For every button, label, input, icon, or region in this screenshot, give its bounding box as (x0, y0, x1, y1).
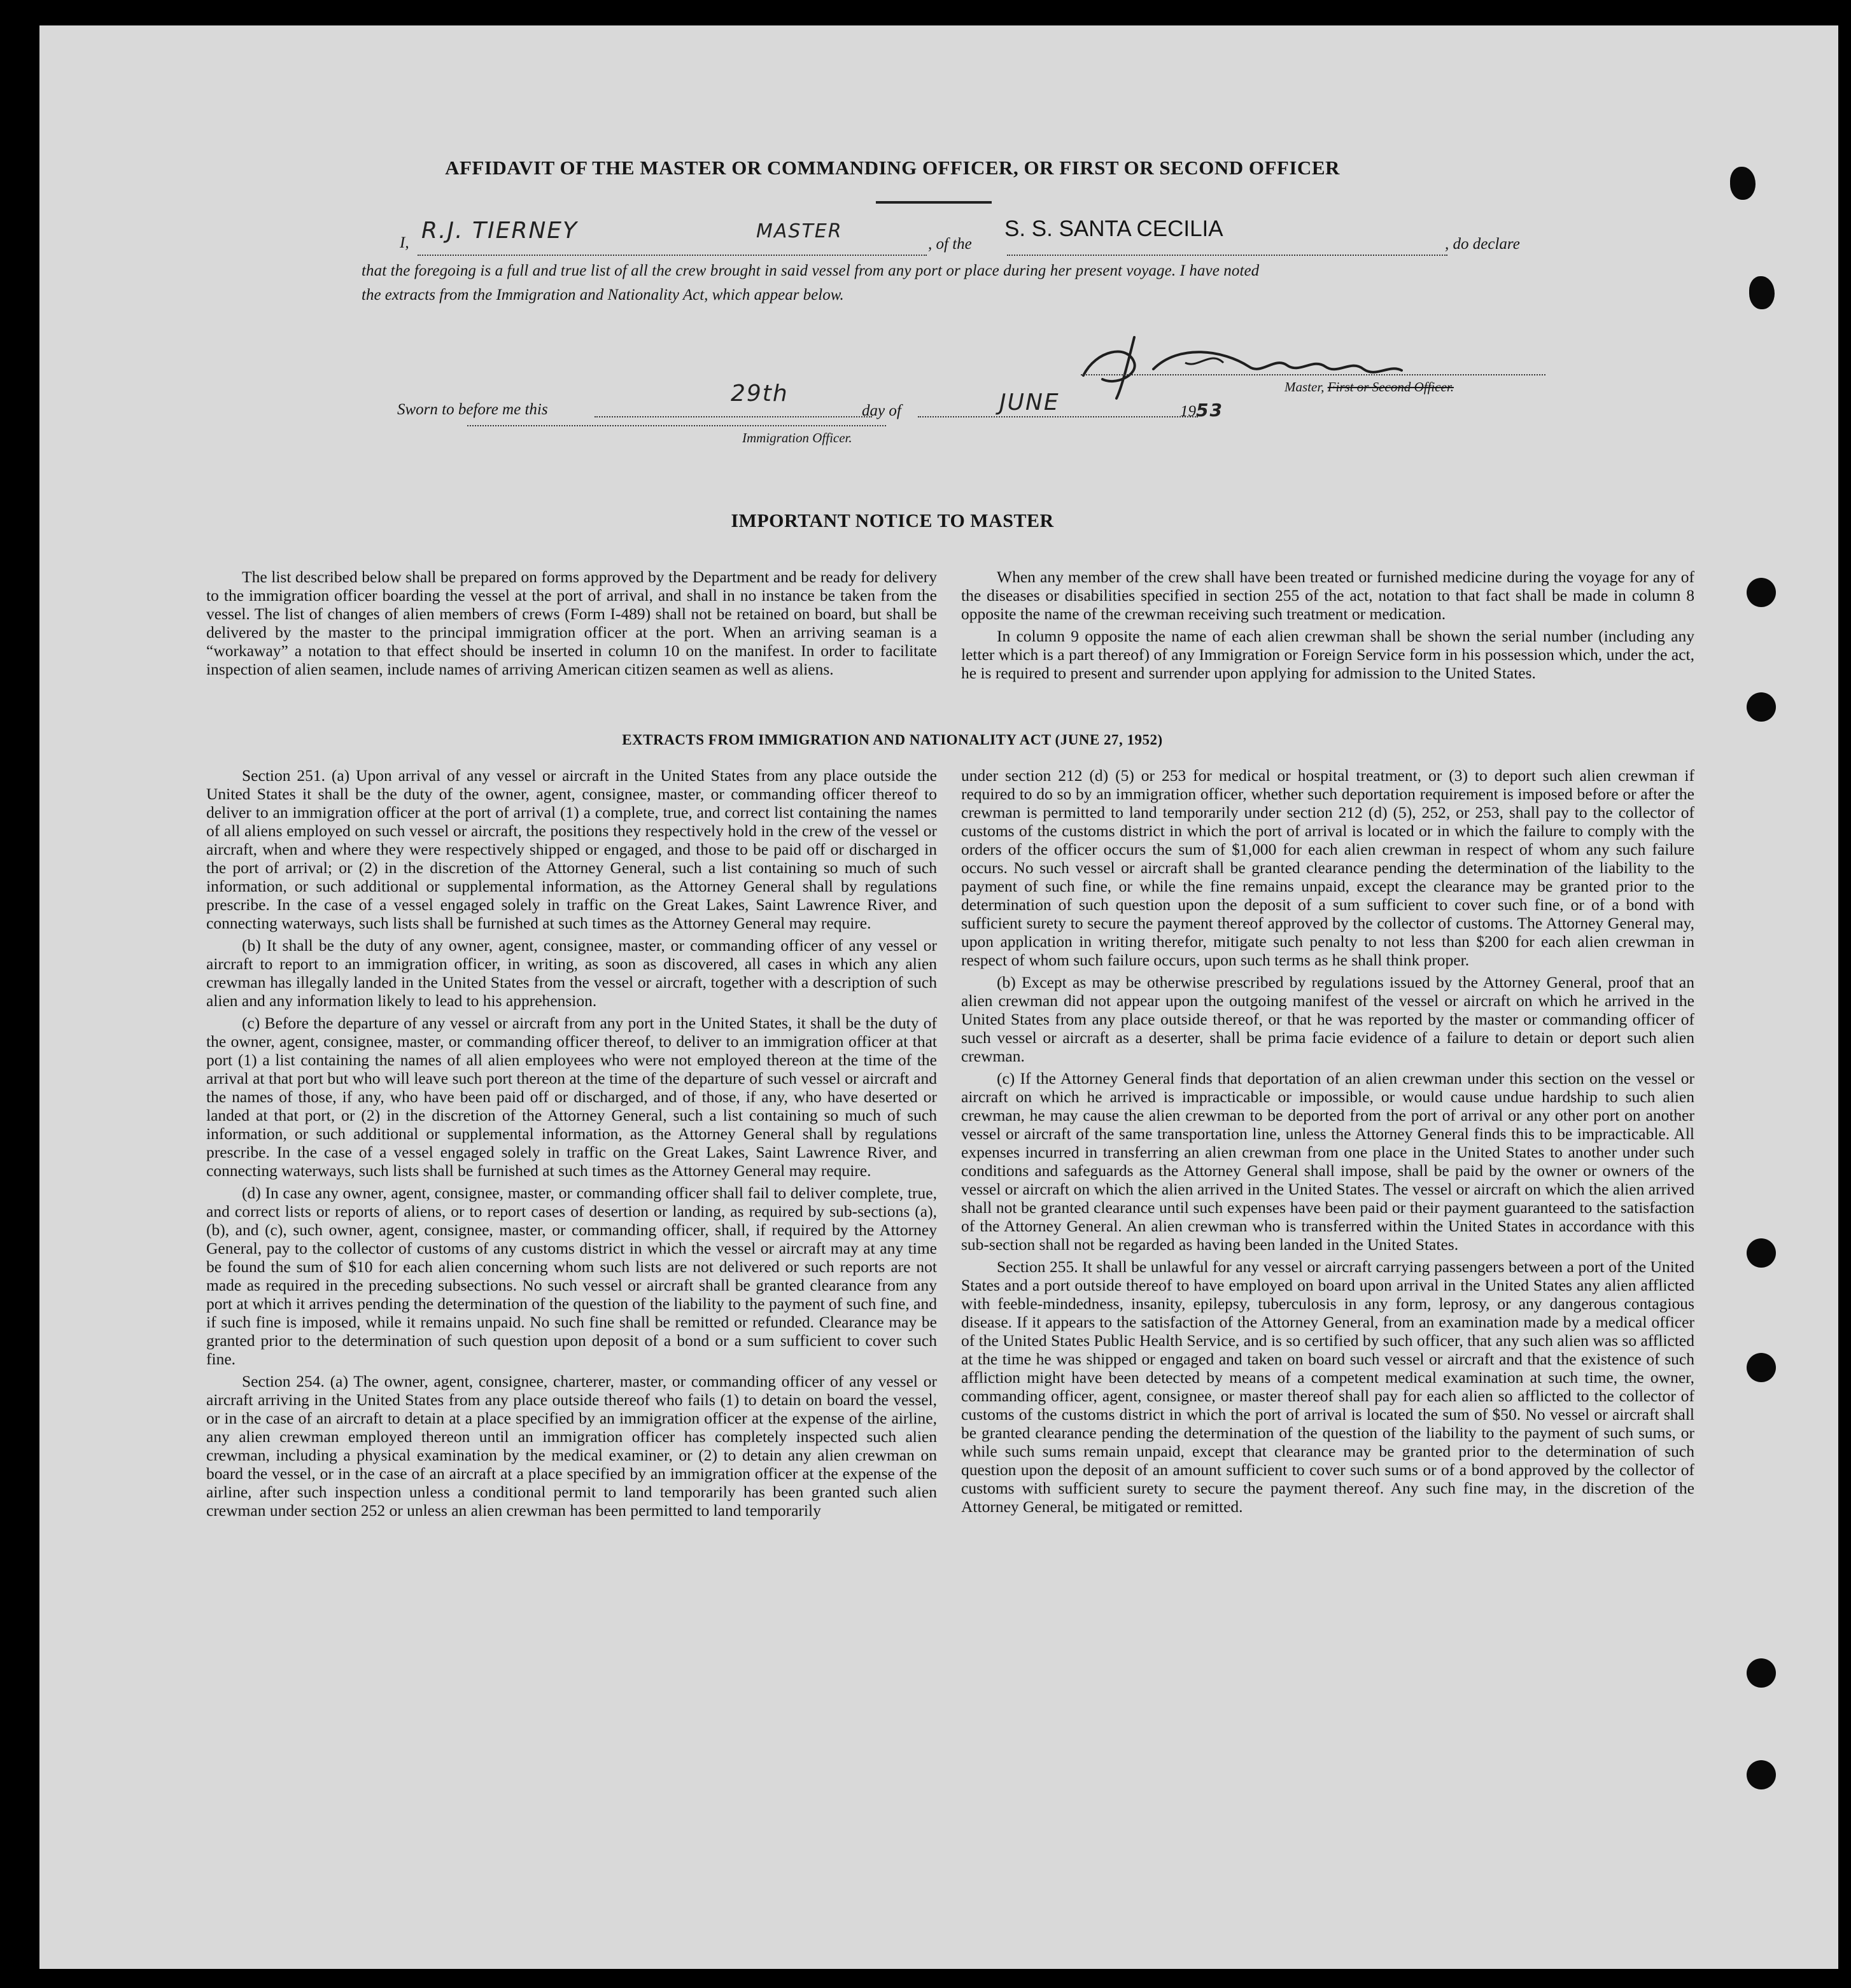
notice-left-column (206, 568, 937, 682)
binder-hole (1747, 1353, 1776, 1382)
notice-right-column (961, 568, 1694, 686)
vessel-name: S. S. SANTA CECILIA (1004, 216, 1223, 241)
day-line (595, 416, 872, 417)
section-251-b: (b) It shall be the duty of any owner, agent, consignee, master, or commanding officer of any vessel or aircraft to report to an immigration officer, in writing, as soon as discovered, all cases in which any alien crewman has illegally landed in the United States from the vessel or aircraft, together with a description of such alien and any information likely to lead to his apprehension. (206, 936, 937, 1010)
extracts-right-column (961, 766, 1694, 1520)
affidavit-title: AFFIDAVIT OF THE MASTER OR COMMANDING OFFICER, OR FIRST OR SECOND OFFICER (445, 157, 1340, 179)
section-254-a-continued: under section 212 (d) (5) or 253 for medical or hospital treatment, or (3) to deport such alien crewman if required to do so by an immigration officer, whether such deportation requirement is imposed before or after the crewman is permitted to land temporarily under section 212 (d) (5), 252, or 253, shall pay to the collector of customs of the customs district in which the port of arrival is located or in which the failure to comply with the orders of the officer occurs the sum of $1,000 for each alien crewman in respect of whom any such failure occurs. No such vessel or aircraft shall be granted clearance pending the determination of the liability to the payment of such fine, or while the fine remains unpaid, except the clearance may be granted prior to the determination of such question upon the deposit of a sum sufficient to cover such fine, or of a bond with sufficient surety to secure the payment thereof approved by the collector of customs. The Attorney General may, upon application in writing therefor, mitigate such penalty to not less than $200 for each alien crewman in respect of whom such failure occurs, upon such terms as he shall think proper. (961, 766, 1694, 969)
master-name-handwritten: R.J. TIERNEY (421, 218, 578, 244)
signature-caption (1284, 379, 1454, 395)
caption-struck: First or Second Officer. (1327, 379, 1454, 395)
extracts-title: EXTRACTS FROM IMMIGRATION AND NATIONALITY ACT (JUNE 27, 1952) (622, 732, 1163, 748)
section-251-d: (d) In case any owner, agent, consignee, master, or commanding officer shall fail to deliver complete, true, and correct lists or reports of aliens, or to report cases of desertion or landing, as required by sub-sections (a), (b), and (c), such owner, agent, consignee, master, or commanding officer, shall, if required by the Attorney General, pay to the collector of customs of any customs district in which the vessel or aircraft may at any time be found the sum of $10 for each alien concerning whom such lists are not delivered or such reports are not made as required in the preceding subsections. No such vessel or aircraft shall be granted clearance from any port at which it arrives pending the determination of the question of the liability to the payment of such fine, and if such fine is imposed, while it remains unpaid. No such fine shall be remitted or refunded. Clearance may be granted prior to the determination of such question upon deposit of a bond or a sum sufficient to cover such fine. (206, 1184, 937, 1368)
section-254-a: Section 254. (a) The owner, agent, consignee, charterer, master, or commanding officer of any vessel or aircraft arriving in the United States from any place outside thereof who fails (1) to detain on board the vessel, or in the case of an aircraft to detain at a place specified by an immigration officer at the expense of the airline, any alien crewman employed thereon until an immigration officer has completely inspected such alien crewman, including a physical examination by the medical examiner, or (2) to detain any alien crewman on board the vessel, or in the case of an aircraft at a place specified by an immigration officer at the expense of the airline, after such inspection unless a conditional permit to land temporarily has been granted such alien crewman under section 252 or unless an alien crewman has been permitted to land temporarily (206, 1372, 937, 1520)
binder-notch (1730, 167, 1756, 200)
of-the-label: , of the (928, 235, 972, 253)
section-251-c: (c) Before the departure of any vessel or aircraft from any port in the United States, it shall be the duty of the owner, agent, consignee, master, or commanding officer thereof, to deliver to an immigration officer at that port (1) a list containing the names of all alien employees who were not employed thereon at the time of the arrival at that port but who will leave such port thereon at the time of the departure of such vessel or aircraft and the names of those, if any, who have been paid off or discharged, and of those, if any, who have deserted or landed at that port, or (2) in the discretion of the Attorney General, such a list containing so much of such information, or such additional or supplemental information, as the Attorney General shall by regulations prescribe. In the case of a vessel engaged solely in traffic on the Great Lakes, Saint Lawrence River, and connecting waterways, such lists shall be furnished at such times as the Attorney General may require. (206, 1014, 937, 1180)
officer-line (467, 425, 886, 426)
day-handwritten: 29th (731, 381, 789, 407)
rank-handwritten: MASTER (756, 220, 843, 242)
document-page (39, 25, 1838, 1969)
month-handwritten: JUNE (999, 389, 1060, 416)
declaration-line-1: that the foregoing is a full and true list of all the crew brought in said vessel from any port or place during her present voyage. I have noted (362, 262, 1260, 279)
do-declare-label: , do declare (1445, 235, 1520, 253)
binder-hole (1747, 1658, 1776, 1688)
sworn-label: Sworn to before me this (397, 401, 548, 418)
declaration-line-2: the extracts from the Immigration and Nationality Act, which appear below. (362, 286, 844, 304)
binder-hole (1747, 692, 1776, 722)
section-251-a: Section 251. (a) Upon arrival of any vessel or aircraft in the United States from any place outside the United States it shall be the duty of the owner, agent, consignee, master, or commanding officer thereof to deliver to an immigration officer at the port of arrival (1) a complete, true, and correct list containing the names of all aliens employed on such vessel or aircraft, the positions they respectively hold in the crew of the vessel or aircraft, when and where they were respectively shipped or engaged, and those to be paid off or discharged in the port of arrival; or (2) in the discretion of the Attorney General, such a list containing so much of such information, or such additional or supplemental information, as the Attorney General shall by regulations prescribe. In the case of a vessel engaged solely in traffic on the Great Lakes, Saint Lawrence River, and connecting waterways, such lists shall be furnished at such times as the Attorney General may require. (206, 766, 937, 932)
notice-right-paragraph-1: When any member of the crew shall have been treated or furnished medicine during the voyage for any of the diseases or disabilities specified in section 255 of the act, notation to that fact shall be made in column 8 opposite the name of the crewman receiving such treatment or medication. (961, 568, 1694, 623)
immigration-officer-label: Immigration Officer. (742, 430, 852, 445)
name-line (418, 255, 927, 256)
signature-line (1081, 374, 1545, 375)
day-of-label: day of (862, 402, 901, 419)
caption-master: Master, (1284, 379, 1325, 395)
year-prefix: 19 (1180, 403, 1196, 420)
notice-title: IMPORTANT NOTICE TO MASTER (731, 510, 1054, 531)
section-255: Section 255. It shall be unlawful for any vessel or aircraft carrying passengers between a port of the United States and a port outside thereof to have employed on board upon arrival in the United States any alien afflicted with feeble-mindedness, insanity, epilepsy, tuberculosis in any form, leprosy, or any dangerous contagious disease. If it appears to the satisfaction of the Attorney General, from an examination made by a medical officer of the United States Public Health Service, and is so certified by such officer, that any such alien was so afflicted at the time he was shipped or engaged and taken on board such vessel or aircraft and that the existence of such affliction might have been detected by means of a competent medical examination at such time, the owner, commanding officer, agent, consignee, or master thereof shall pay for each alien so afflicted to the collector of customs of the customs district in which the port of arrival is located the sum of $50. No vessel or aircraft shall be granted clearance pending the determination of the question of the liability to the payment of such sums, or while such sums remain unpaid, except that clearance may be granted prior to the determination of such question upon the deposit of an amount sufficient to cover such sums or of a bond approved by the collector of customs with sufficient surety to secure the payment thereof. Any such fine may, in the discretion of the Attorney General, be mitigated or remitted. (961, 1257, 1694, 1516)
binder-hole (1747, 578, 1776, 607)
binder-notch (1749, 276, 1775, 309)
month-line (918, 416, 1198, 417)
section-254-c: (c) If the Attorney General finds that deportation of an alien crewman under this section on the vessel or aircraft on which he arrived is impracticable or impossible, or would cause undue hardship to such alien crewman, he may cause the alien crewman to be deported from the port of arrival or any other port on another vessel or aircraft of the same transportation line, unless the Attorney General finds this to be impracticable. All expenses incurred in transferring an alien crewman from one place in the United States to another under such conditions and safeguards as the Attorney General shall impose, shall be paid by the owner or owners of the vessel or aircraft on which the alien arrived in the United States. The vessel or aircraft on which the alien arrived shall not be granted clearance until such expenses have been paid or their payment guaranteed to the satisfaction of the Attorney General. An alien crewman who is transferred within the United States in accordance with this sub-section shall not be regarded as having been landed in the United States. (961, 1069, 1694, 1254)
section-254-b: (b) Except as may be otherwise prescribed by regulations issued by the Attorney General, proof that an alien crewman did not appear upon the outgoing manifest of the vessel or aircraft on which he arrived in the United States from any place outside thereof, or that he was reported by the master or commanding officer of such vessel or aircraft as a deserter, shall be prima facie evidence of a failure to detain or deport such alien crewman. (961, 973, 1694, 1065)
binder-hole (1747, 1760, 1776, 1789)
year-label (1180, 400, 1223, 421)
vessel-line (1007, 255, 1447, 256)
notice-left-paragraph: The list described below shall be prepared on forms approved by the Department and be ready for delivery to the immigration officer boarding the vessel at the port of arrival, and shall in no instance be taken from the vessel. The list of changes of alien members of crews (Form I-489) shall not be retained on board, but shall be delivered by the master to the principal immigration officer at the port. When an arriving seaman is a “workaway” a notation to that effect should be inserted in column 10 on the manifest. In order to facilitate inspection of alien seamen, include names of arriving American citizen seamen as well as aliens. (206, 568, 937, 678)
year-handwritten: 53 (1196, 400, 1223, 421)
binder-hole (1747, 1238, 1776, 1268)
notice-right-paragraph-2: In column 9 opposite the name of each alien crewman shall be shown the serial number (including any letter which is a part thereof) of any Immigration or Foreign Service form in his possession which, under the act, he is required to present and surrender upon applying for admission to the United States. (961, 627, 1694, 682)
title-divider (876, 201, 992, 204)
i-label: I, (400, 234, 409, 251)
extracts-left-column (206, 766, 937, 1523)
